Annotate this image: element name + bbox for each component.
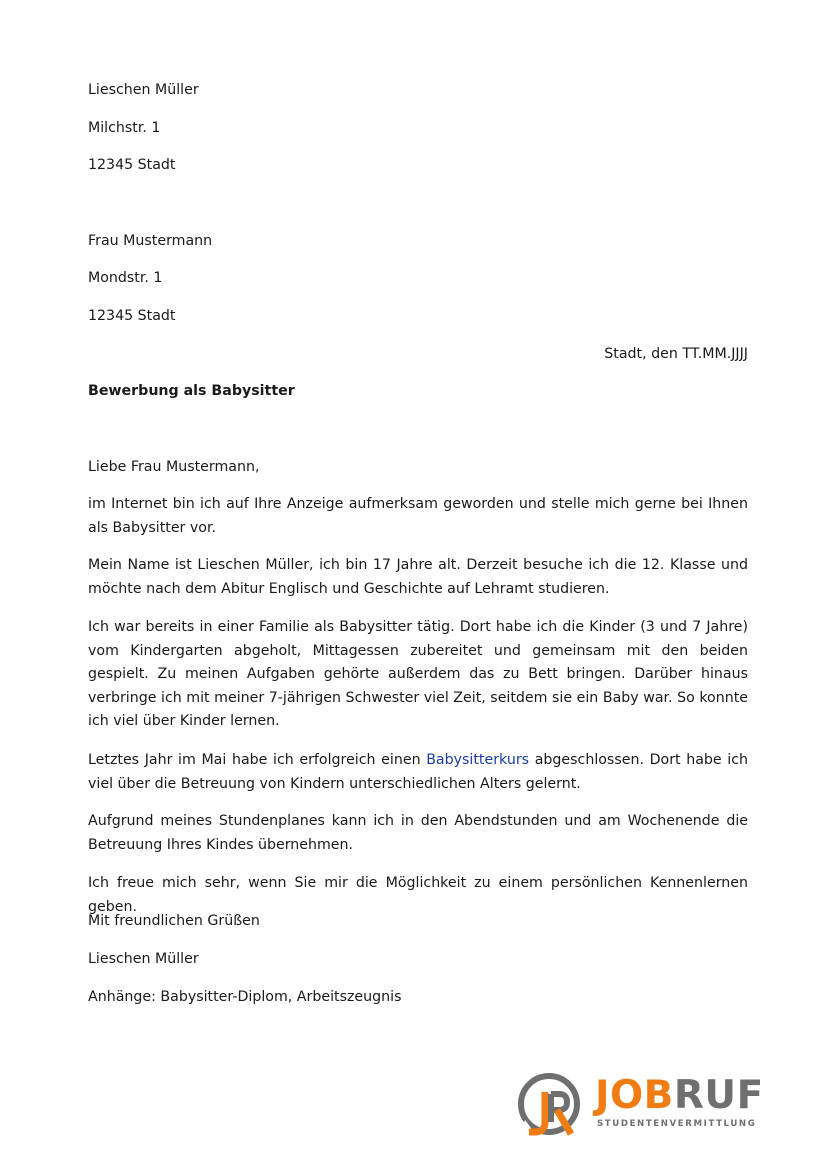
jobruf-emblem-icon — [515, 1070, 587, 1142]
babysitterkurs-link[interactable]: Babysitterkurs — [426, 752, 530, 768]
date-line: Stadt, den TT.MM.JJJJ — [604, 346, 748, 362]
logo-wordmark — [595, 1074, 764, 1118]
jobruf-logo — [515, 1068, 764, 1148]
salutation: Liebe Frau Mustermann, — [88, 459, 260, 475]
paragraph-course — [88, 749, 748, 796]
sender-city: 12345 Stadt — [88, 157, 176, 173]
logo-word-ruf: RUF — [673, 1073, 764, 1118]
closing: Mit freundlichen Grüßen — [88, 913, 260, 929]
sender-name: Lieschen Müller — [88, 82, 199, 98]
paragraph-closing-wish: Ich freue mich sehr, wenn Sie mir die Möglichkeit zu einem persönlichen Kennenlernen geben. — [88, 875, 748, 915]
signature-name: Lieschen Müller — [88, 951, 199, 967]
paragraph-availability: Aufgrund meines Stundenplanes kann ich in den Abendstunden und am Wochenende die Betreuung Ihres Kindes übernehmen. — [88, 813, 748, 853]
paragraph-course-text-after: abgeschlossen. Dort habe ich viel über die Betreuung von Kindern unterschiedlichen Alters gelernt. — [88, 752, 749, 792]
attachments: Anhänge: Babysitter-Diplom, Arbeitszeugnis — [88, 989, 402, 1005]
recipient-name: Frau Mustermann — [88, 233, 213, 249]
paragraph-course-text-before: Letztes Jahr im Mai habe ich erfolgreich einen — [88, 752, 427, 768]
sender-street: Milchstr. 1 — [88, 120, 161, 136]
paragraph-intro: im Internet bin ich auf Ihre Anzeige aufmerksam geworden und stelle mich gerne bei Ihnen als Babysitter vor. — [88, 496, 748, 536]
logo-word-job: JOB — [595, 1073, 674, 1118]
paragraph-about: Mein Name ist Lieschen Müller, ich bin 17 Jahre alt. Derzeit besuche ich die 12. Klasse und möchte nach dem Abitur Englisch und Geschichte auf Lehramt studieren. — [88, 557, 748, 597]
recipient-street: Mondstr. 1 — [88, 270, 163, 286]
logo-tagline: STUDENTENVERMITTLUNG — [597, 1119, 757, 1129]
paragraph-experience: Ich war bereits in einer Familie als Babysitter tätig. Dort habe ich die Kinder (3 und 7 Jahre) vom Kindergarten abgeholt, Mittagessen zubereitet und gemeinsam mit den beiden gespielt. Zu meinen Aufgaben gehörte außerdem das zu Bett bringen. Darüber hinaus verbringe ich mit meiner 7-jährigen Schwester viel Zeit, seitdem sie ein Baby war. So konnte ich viel über Kinder lernen. — [88, 619, 748, 729]
recipient-city: 12345 Stadt — [88, 308, 176, 324]
subject-line: Bewerbung als Babysitter — [88, 383, 295, 399]
